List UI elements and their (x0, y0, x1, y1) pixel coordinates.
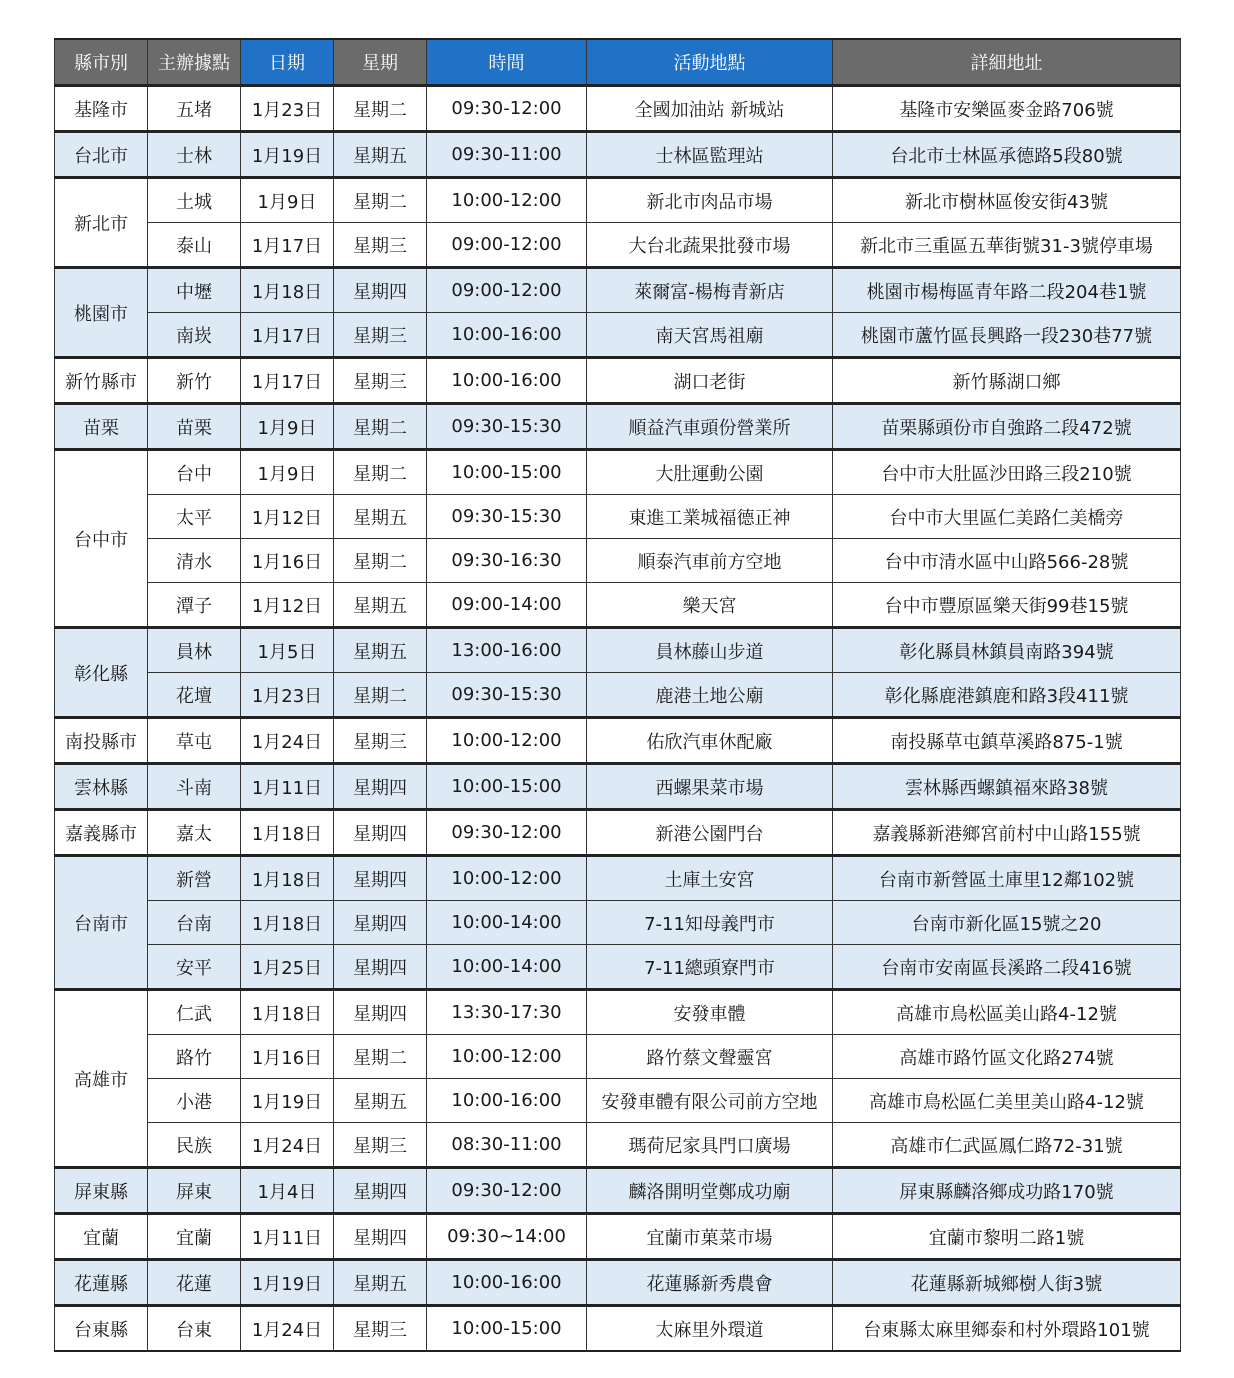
host-base-cell: 土城 (148, 178, 241, 223)
address-cell: 新北市三重區五華街號31-3號停車場 (833, 223, 1181, 268)
host-base-cell: 仁武 (148, 990, 241, 1035)
time-cell: 09:00-12:00 (427, 268, 587, 313)
table-row (55, 495, 1181, 539)
time-cell: 09:30~14:00 (427, 1214, 587, 1260)
venue-cell: 員林藤山步道 (587, 628, 833, 673)
time-cell: 09:00-14:00 (427, 583, 587, 628)
time-cell: 10:00-12:00 (427, 718, 587, 764)
county-cell: 新北市 (55, 178, 148, 268)
weekday-cell: 星期四 (334, 268, 427, 313)
header-time: 時間 (427, 39, 587, 86)
host-base-cell: 新營 (148, 856, 241, 901)
address-cell: 桃園市楊梅區青年路二段204巷1號 (833, 268, 1181, 313)
table-row (55, 86, 1181, 132)
table-row (55, 1123, 1181, 1168)
venue-cell: 樂天宮 (587, 583, 833, 628)
table-row (55, 1214, 1181, 1260)
host-base-cell: 士林 (148, 132, 241, 178)
host-base-cell: 花壇 (148, 673, 241, 718)
host-base-cell: 台中 (148, 450, 241, 495)
venue-cell: 東進工業城福德正神 (587, 495, 833, 539)
address-cell: 雲林縣西螺鎮福來路38號 (833, 764, 1181, 810)
venue-cell: 安發車體 (587, 990, 833, 1035)
header-weekday: 星期 (334, 39, 427, 86)
venue-cell: 大台北蔬果批發市場 (587, 223, 833, 268)
date-cell: 1月5日 (241, 628, 334, 673)
table-row (55, 1079, 1181, 1123)
weekday-cell: 星期二 (334, 673, 427, 718)
address-cell: 苗栗縣頭份市自強路二段472號 (833, 404, 1181, 450)
address-cell: 台中市大肚區沙田路三段210號 (833, 450, 1181, 495)
header-date: 日期 (241, 39, 334, 86)
weekday-cell: 星期五 (334, 132, 427, 178)
time-cell: 09:30-15:30 (427, 495, 587, 539)
address-cell: 彰化縣員林鎮員南路394號 (833, 628, 1181, 673)
county-cell: 嘉義縣市 (55, 810, 148, 856)
host-base-cell: 南崁 (148, 313, 241, 358)
weekday-cell: 星期二 (334, 1035, 427, 1079)
date-cell: 1月18日 (241, 901, 334, 945)
venue-cell: 士林區監理站 (587, 132, 833, 178)
venue-cell: 新港公園門台 (587, 810, 833, 856)
date-cell: 1月18日 (241, 856, 334, 901)
date-cell: 1月19日 (241, 132, 334, 178)
address-cell: 花蓮縣新城鄉樹人街3號 (833, 1260, 1181, 1306)
table-row (55, 718, 1181, 764)
date-cell: 1月23日 (241, 86, 334, 132)
venue-cell: 順泰汽車前方空地 (587, 539, 833, 583)
address-cell: 嘉義縣新港鄉宮前村中山路155號 (833, 810, 1181, 856)
time-cell: 13:30-17:30 (427, 990, 587, 1035)
county-cell: 基隆市 (55, 86, 148, 132)
weekday-cell: 星期二 (334, 178, 427, 223)
weekday-cell: 星期三 (334, 223, 427, 268)
table-row (55, 901, 1181, 945)
table-row (55, 856, 1181, 901)
host-base-cell: 五堵 (148, 86, 241, 132)
weekday-cell: 星期四 (334, 1168, 427, 1214)
time-cell: 13:00-16:00 (427, 628, 587, 673)
table-row (55, 628, 1181, 673)
time-cell: 09:30-15:30 (427, 404, 587, 450)
time-cell: 10:00-14:00 (427, 945, 587, 990)
host-base-cell: 宜蘭 (148, 1214, 241, 1260)
table-row (55, 1260, 1181, 1306)
county-cell: 雲林縣 (55, 764, 148, 810)
weekday-cell: 星期四 (334, 901, 427, 945)
time-cell: 09:30-16:30 (427, 539, 587, 583)
venue-cell: 7-11總頭寮門市 (587, 945, 833, 990)
date-cell: 1月18日 (241, 990, 334, 1035)
host-base-cell: 安平 (148, 945, 241, 990)
date-cell: 1月11日 (241, 1214, 334, 1260)
date-cell: 1月25日 (241, 945, 334, 990)
address-cell: 新竹縣湖口鄉 (833, 358, 1181, 404)
weekday-cell: 星期二 (334, 404, 427, 450)
weekday-cell: 星期三 (334, 1306, 427, 1352)
address-cell: 宜蘭市黎明二路1號 (833, 1214, 1181, 1260)
table-row (55, 178, 1181, 223)
time-cell: 08:30-11:00 (427, 1123, 587, 1168)
address-cell: 台中市大里區仁美路仁美橋旁 (833, 495, 1181, 539)
weekday-cell: 星期五 (334, 1079, 427, 1123)
county-cell: 新竹縣市 (55, 358, 148, 404)
table-row (55, 358, 1181, 404)
table-row (55, 268, 1181, 313)
venue-cell: 湖口老街 (587, 358, 833, 404)
address-cell: 高雄市鳥松區仁美里美山路4-12號 (833, 1079, 1181, 1123)
county-cell: 台南市 (55, 856, 148, 990)
host-base-cell: 新竹 (148, 358, 241, 404)
date-cell: 1月9日 (241, 178, 334, 223)
time-cell: 10:00-16:00 (427, 1260, 587, 1306)
table-row (55, 810, 1181, 856)
date-cell: 1月12日 (241, 495, 334, 539)
header-address: 詳細地址 (833, 39, 1181, 86)
date-cell: 1月19日 (241, 1079, 334, 1123)
date-cell: 1月9日 (241, 450, 334, 495)
venue-cell: 萊爾富-楊梅青新店 (587, 268, 833, 313)
venue-cell: 南天宮馬祖廟 (587, 313, 833, 358)
date-cell: 1月17日 (241, 313, 334, 358)
venue-cell: 佑欣汽車休配廠 (587, 718, 833, 764)
time-cell: 10:00-12:00 (427, 1035, 587, 1079)
weekday-cell: 星期四 (334, 1214, 427, 1260)
time-cell: 09:30-11:00 (427, 132, 587, 178)
date-cell: 1月19日 (241, 1260, 334, 1306)
time-cell: 10:00-14:00 (427, 901, 587, 945)
venue-cell: 安發車體有限公司前方空地 (587, 1079, 833, 1123)
host-base-cell: 民族 (148, 1123, 241, 1168)
date-cell: 1月17日 (241, 223, 334, 268)
table-row (55, 404, 1181, 450)
host-base-cell: 花蓮 (148, 1260, 241, 1306)
venue-cell: 西螺果菜市場 (587, 764, 833, 810)
address-cell: 台北市士林區承德路5段80號 (833, 132, 1181, 178)
table-row (55, 764, 1181, 810)
time-cell: 09:30-12:00 (427, 1168, 587, 1214)
venue-cell: 太麻里外環道 (587, 1306, 833, 1352)
address-cell: 新北市樹林區俊安街43號 (833, 178, 1181, 223)
address-cell: 台中市清水區中山路566-28號 (833, 539, 1181, 583)
address-cell: 台南市新化區15號之20 (833, 901, 1181, 945)
county-cell: 南投縣市 (55, 718, 148, 764)
county-cell: 台東縣 (55, 1306, 148, 1352)
weekday-cell: 星期四 (334, 764, 427, 810)
host-base-cell: 潭子 (148, 583, 241, 628)
venue-cell: 新北市肉品市場 (587, 178, 833, 223)
table-row (55, 990, 1181, 1035)
table-row (55, 132, 1181, 178)
time-cell: 10:00-16:00 (427, 358, 587, 404)
table-row (55, 1306, 1181, 1352)
county-cell: 苗栗 (55, 404, 148, 450)
time-cell: 10:00-15:00 (427, 764, 587, 810)
host-base-cell: 屏東 (148, 1168, 241, 1214)
date-cell: 1月11日 (241, 764, 334, 810)
county-cell: 屏東縣 (55, 1168, 148, 1214)
weekday-cell: 星期四 (334, 945, 427, 990)
table-row (55, 313, 1181, 358)
weekday-cell: 星期四 (334, 810, 427, 856)
date-cell: 1月16日 (241, 1035, 334, 1079)
address-cell: 台南市新營區土庫里12鄰102號 (833, 856, 1181, 901)
weekday-cell: 星期二 (334, 86, 427, 132)
table-row (55, 223, 1181, 268)
table-row (55, 673, 1181, 718)
county-cell: 桃園市 (55, 268, 148, 358)
county-cell: 花蓮縣 (55, 1260, 148, 1306)
header-row (55, 39, 1181, 86)
table-row (55, 539, 1181, 583)
host-base-cell: 中壢 (148, 268, 241, 313)
venue-cell: 順益汽車頭份營業所 (587, 404, 833, 450)
weekday-cell: 星期三 (334, 313, 427, 358)
venue-cell: 宜蘭市菓菜市場 (587, 1214, 833, 1260)
header-host-base: 主辦據點 (148, 39, 241, 86)
venue-cell: 麟洛開明堂鄭成功廟 (587, 1168, 833, 1214)
event-schedule-table (54, 38, 1181, 1352)
host-base-cell: 員林 (148, 628, 241, 673)
host-base-cell: 草屯 (148, 718, 241, 764)
time-cell: 10:00-16:00 (427, 1079, 587, 1123)
weekday-cell: 星期二 (334, 539, 427, 583)
weekday-cell: 星期三 (334, 358, 427, 404)
weekday-cell: 星期三 (334, 718, 427, 764)
address-cell: 高雄市路竹區文化路274號 (833, 1035, 1181, 1079)
weekday-cell: 星期四 (334, 990, 427, 1035)
table-row (55, 1035, 1181, 1079)
address-cell: 屏東縣麟洛鄉成功路170號 (833, 1168, 1181, 1214)
host-base-cell: 太平 (148, 495, 241, 539)
time-cell: 10:00-12:00 (427, 856, 587, 901)
date-cell: 1月23日 (241, 673, 334, 718)
header-county: 縣市別 (55, 39, 148, 86)
address-cell: 桃園市蘆竹區長興路一段230巷77號 (833, 313, 1181, 358)
date-cell: 1月9日 (241, 404, 334, 450)
table-row (55, 1168, 1181, 1214)
host-base-cell: 嘉太 (148, 810, 241, 856)
county-cell: 彰化縣 (55, 628, 148, 718)
header-venue: 活動地點 (587, 39, 833, 86)
host-base-cell: 台南 (148, 901, 241, 945)
table-body (55, 86, 1181, 1352)
weekday-cell: 星期二 (334, 450, 427, 495)
address-cell: 基隆市安樂區麥金路706號 (833, 86, 1181, 132)
address-cell: 彰化縣鹿港鎮鹿和路3段411號 (833, 673, 1181, 718)
weekday-cell: 星期五 (334, 628, 427, 673)
weekday-cell: 星期五 (334, 495, 427, 539)
host-base-cell: 路竹 (148, 1035, 241, 1079)
date-cell: 1月17日 (241, 358, 334, 404)
venue-cell: 土庫土安宮 (587, 856, 833, 901)
time-cell: 09:00-12:00 (427, 223, 587, 268)
time-cell: 10:00-12:00 (427, 178, 587, 223)
date-cell: 1月16日 (241, 539, 334, 583)
date-cell: 1月24日 (241, 1306, 334, 1352)
host-base-cell: 苗栗 (148, 404, 241, 450)
time-cell: 09:30-12:00 (427, 810, 587, 856)
weekday-cell: 星期三 (334, 1123, 427, 1168)
venue-cell: 花蓮縣新秀農會 (587, 1260, 833, 1306)
date-cell: 1月18日 (241, 268, 334, 313)
host-base-cell: 台東 (148, 1306, 241, 1352)
time-cell: 10:00-15:00 (427, 450, 587, 495)
address-cell: 台中市豐原區樂天街99巷15號 (833, 583, 1181, 628)
time-cell: 10:00-15:00 (427, 1306, 587, 1352)
county-cell: 宜蘭 (55, 1214, 148, 1260)
county-cell: 高雄市 (55, 990, 148, 1168)
county-cell: 台北市 (55, 132, 148, 178)
host-base-cell: 小港 (148, 1079, 241, 1123)
date-cell: 1月24日 (241, 718, 334, 764)
time-cell: 09:30-12:00 (427, 86, 587, 132)
date-cell: 1月18日 (241, 810, 334, 856)
venue-cell: 鹿港土地公廟 (587, 673, 833, 718)
table-row (55, 945, 1181, 990)
date-cell: 1月4日 (241, 1168, 334, 1214)
host-base-cell: 清水 (148, 539, 241, 583)
venue-cell: 7-11知母義門市 (587, 901, 833, 945)
address-cell: 台東縣太麻里鄉泰和村外環路101號 (833, 1306, 1181, 1352)
address-cell: 南投縣草屯鎮草溪路875-1號 (833, 718, 1181, 764)
table-row (55, 583, 1181, 628)
date-cell: 1月12日 (241, 583, 334, 628)
host-base-cell: 泰山 (148, 223, 241, 268)
venue-cell: 全國加油站 新城站 (587, 86, 833, 132)
time-cell: 09:30-15:30 (427, 673, 587, 718)
weekday-cell: 星期五 (334, 583, 427, 628)
host-base-cell: 斗南 (148, 764, 241, 810)
address-cell: 高雄市鳥松區美山路4-12號 (833, 990, 1181, 1035)
weekday-cell: 星期五 (334, 1260, 427, 1306)
table-row (55, 450, 1181, 495)
venue-cell: 瑪荷尼家具門口廣場 (587, 1123, 833, 1168)
address-cell: 高雄市仁武區鳳仁路72-31號 (833, 1123, 1181, 1168)
venue-cell: 路竹蔡文聲靈宮 (587, 1035, 833, 1079)
date-cell: 1月24日 (241, 1123, 334, 1168)
county-cell: 台中市 (55, 450, 148, 628)
address-cell: 台南市安南區長溪路二段416號 (833, 945, 1181, 990)
venue-cell: 大肚運動公園 (587, 450, 833, 495)
weekday-cell: 星期四 (334, 856, 427, 901)
time-cell: 10:00-16:00 (427, 313, 587, 358)
